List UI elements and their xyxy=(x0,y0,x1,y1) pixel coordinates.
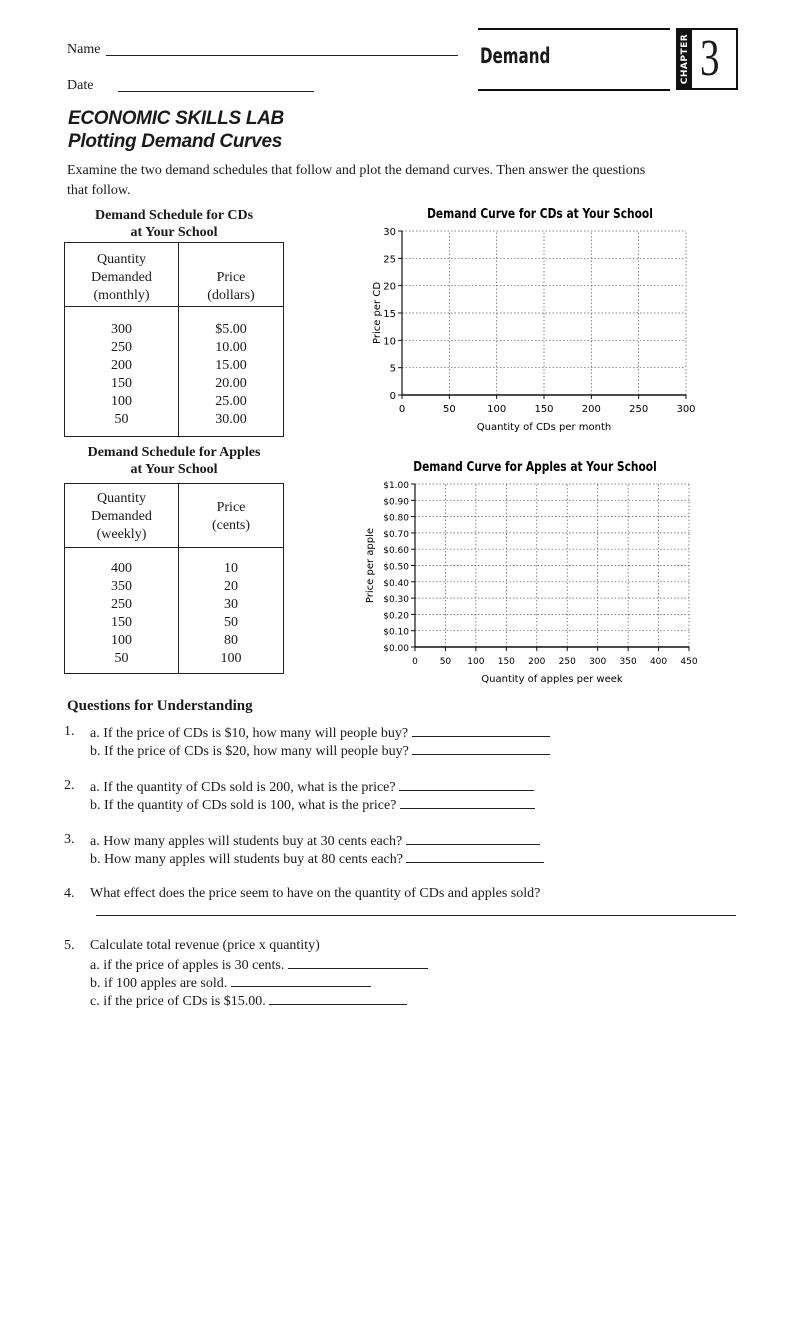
chapter-box xyxy=(676,28,738,90)
cd-price-column xyxy=(179,307,284,437)
y-tick-label: $0.60 xyxy=(383,546,409,557)
x-tick-label: 300 xyxy=(676,404,696,415)
q2a: a. If the quantity of CDs sold is 200, what is the price? xyxy=(90,778,534,796)
y-axis-label: Price per CD xyxy=(372,281,383,345)
cd-price: 20.00 xyxy=(215,376,247,391)
apple-quantity-column xyxy=(65,548,179,674)
q3b: b. How many apples will students buy at 80 cents each? xyxy=(90,850,544,868)
q3a-answer[interactable] xyxy=(406,832,540,845)
x-tick-label: 200 xyxy=(581,404,601,415)
y-tick-label: 15 xyxy=(383,309,396,320)
y-tick-label: 30 xyxy=(383,227,396,238)
q4: What effect does the price seem to have on the quantity of CDs and apples sold? xyxy=(90,886,541,901)
q5c-answer[interactable] xyxy=(269,992,407,1005)
x-tick-label: 200 xyxy=(528,657,546,667)
q1a-answer[interactable] xyxy=(412,724,550,737)
apple-demand-chart[interactable] xyxy=(360,455,710,695)
apple-price-column xyxy=(179,548,284,674)
q1a: a. If the price of CDs is $10, how many will people buy? xyxy=(90,724,550,742)
q3b-answer[interactable] xyxy=(406,850,544,863)
cd-price-header: Price (dollars) xyxy=(179,243,284,307)
y-tick-label: $0.20 xyxy=(383,611,409,622)
cd-qty: 250 xyxy=(111,340,132,355)
cd-price: 10.00 xyxy=(215,340,247,355)
x-tick-label: 100 xyxy=(487,404,507,415)
y-tick-label: 20 xyxy=(383,281,396,293)
x-tick-label: 300 xyxy=(589,657,607,667)
x-tick-label: 250 xyxy=(558,657,576,667)
apple-price: 50 xyxy=(224,615,238,630)
questions-heading: Questions for Understanding xyxy=(67,698,253,714)
q5a: a. if the price of apples is 30 cents. xyxy=(90,956,428,974)
cd-qty: 100 xyxy=(111,394,132,409)
apple-price: 30 xyxy=(224,597,238,612)
q5-number: 5. xyxy=(64,938,75,953)
q4-number: 4. xyxy=(64,886,75,901)
apple-quantity-header: Quantity Demanded (weekly) xyxy=(65,484,179,548)
q5a-answer[interactable] xyxy=(288,956,428,969)
x-tick-label: 400 xyxy=(649,657,668,667)
apple-qty: 400 xyxy=(111,561,132,576)
instructions-line-2: that follow. xyxy=(67,183,131,198)
date-field[interactable] xyxy=(118,91,314,92)
x-tick-label: 150 xyxy=(534,404,554,415)
cd-price: 25.00 xyxy=(215,394,247,409)
apple-price: 10 xyxy=(224,561,238,576)
chapter-rule-bottom xyxy=(478,89,670,91)
q5b-answer[interactable] xyxy=(231,974,371,987)
chapter-number: 3 xyxy=(700,30,720,87)
apple-price: 100 xyxy=(220,651,242,666)
cd-price: 30.00 xyxy=(215,412,247,427)
cd-schedule-table xyxy=(64,242,284,437)
chapter-word: CHAPTER xyxy=(680,33,690,85)
cd-qty: 150 xyxy=(111,376,132,391)
apple-price: 80 xyxy=(224,633,238,648)
chapter-title: Demand xyxy=(480,44,551,68)
x-tick-label: 350 xyxy=(619,657,637,667)
y-tick-label: $0.80 xyxy=(383,513,409,524)
y-tick-label: 0 xyxy=(389,391,396,402)
cd-demand-chart[interactable] xyxy=(360,200,710,440)
q5c: c. if the price of CDs is $15.00. xyxy=(90,992,407,1010)
x-tick-label: 50 xyxy=(439,657,452,667)
apple-qty: 150 xyxy=(111,615,132,630)
x-axis-label: Quantity of apples per week xyxy=(481,674,623,685)
y-tick-label: 10 xyxy=(383,336,396,348)
x-tick-label: 100 xyxy=(467,657,485,667)
y-tick-label: 5 xyxy=(389,363,396,375)
y-axis-label: Price per apple xyxy=(365,527,376,604)
apple-price-header: Price (cents) xyxy=(179,484,284,548)
chart-title: Demand Curve for Apples at Your School xyxy=(413,458,657,475)
y-tick-label: $0.50 xyxy=(383,562,409,573)
apple-schedule-title: Demand Schedule for Apples at Your School xyxy=(87,445,261,477)
y-tick-label: $0.40 xyxy=(383,578,409,589)
q2b-answer[interactable] xyxy=(400,796,535,809)
lab-title: ECONOMIC SKILLS LAB xyxy=(68,108,284,129)
y-tick-label: $0.90 xyxy=(383,497,409,508)
chapter-rule-top xyxy=(478,28,670,30)
name-label: Name xyxy=(67,42,101,57)
apple-qty: 100 xyxy=(111,633,132,648)
q1b: b. If the price of CDs is $20, how many will people buy? xyxy=(90,742,550,760)
y-tick-label: $0.10 xyxy=(383,627,409,638)
x-tick-label: 150 xyxy=(497,657,515,667)
cd-price: $5.00 xyxy=(215,322,247,337)
x-tick-label: 450 xyxy=(680,657,698,667)
q5b: b. if 100 apples are sold. xyxy=(90,974,371,992)
q2-number: 2. xyxy=(64,778,75,793)
apple-qty: 50 xyxy=(114,651,129,666)
cd-price: 15.00 xyxy=(215,358,247,373)
q2b: b. If the quantity of CDs sold is 100, what is the price? xyxy=(90,796,535,814)
q5: Calculate total revenue (price x quantity) xyxy=(90,938,320,953)
cd-qty: 200 xyxy=(111,358,132,373)
q1b-answer[interactable] xyxy=(412,742,550,755)
date-label: Date xyxy=(67,78,94,93)
q1-number: 1. xyxy=(64,724,75,739)
cd-qty: 300 xyxy=(111,322,132,337)
q2a-answer[interactable] xyxy=(399,778,534,791)
cd-quantity-header: Quantity Demanded (monthly) xyxy=(65,243,179,307)
q4-answer[interactable] xyxy=(96,915,736,916)
q3a: a. How many apples will students buy at 30 cents each? xyxy=(90,832,540,850)
apple-schedule-table xyxy=(64,483,284,674)
y-tick-label: $1.00 xyxy=(383,481,409,491)
apple-qty: 250 xyxy=(111,597,132,612)
name-field[interactable] xyxy=(106,55,458,56)
y-tick-label: $0.00 xyxy=(383,644,409,654)
y-tick-label: 25 xyxy=(383,254,396,266)
x-tick-label: 250 xyxy=(629,404,649,415)
cd-quantity-column xyxy=(65,307,179,437)
apple-qty: 350 xyxy=(111,579,132,594)
apple-price: 20 xyxy=(224,579,238,594)
x-tick-label: 0 xyxy=(412,657,418,667)
y-tick-label: $0.70 xyxy=(383,529,409,540)
lab-subtitle: Plotting Demand Curves xyxy=(68,131,283,152)
x-axis-label: Quantity of CDs per month xyxy=(476,422,612,433)
instructions-line-1: Examine the two demand schedules that follow and plot the demand curves. Then answer the questions xyxy=(67,163,646,178)
q3-number: 3. xyxy=(64,832,75,847)
x-tick-label: 0 xyxy=(398,404,406,415)
chart-title: Demand Curve for CDs at Your School xyxy=(427,205,653,222)
cd-schedule-title: Demand Schedule for CDs at Your School xyxy=(94,208,254,240)
cd-qty: 50 xyxy=(114,412,129,427)
x-tick-label: 50 xyxy=(442,404,456,415)
y-tick-label: $0.30 xyxy=(383,595,409,606)
